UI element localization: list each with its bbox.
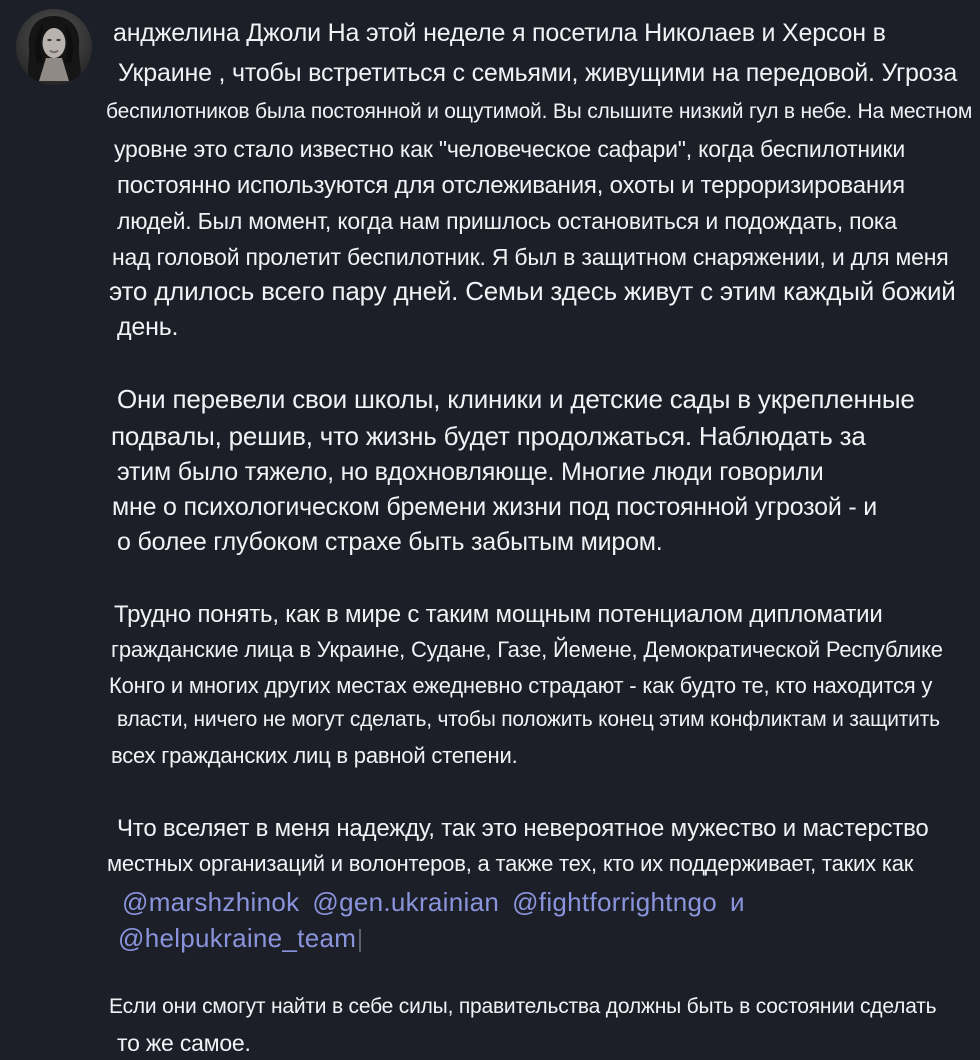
post-text-line: день. <box>117 313 179 341</box>
post-text-line: людей. Был момент, когда нам пришлось остановиться и подождать, пока <box>117 208 897 234</box>
post-text-line: то же самое. <box>117 1030 251 1056</box>
mention-fightforrightngo[interactable]: @fightforrightngo <box>512 887 718 917</box>
post-text: На этой неделе я посетила Николаев и Херсон в <box>327 19 886 47</box>
post-text-line: подвалы, решив, что жизнь будет продолжаться. Наблюдать за <box>111 421 866 451</box>
mention-helpukraine-team[interactable]: @helpukraine_team <box>118 923 357 953</box>
post-text-line: Что вселяет в меня надежду, так это невероятное мужество и мастерство <box>117 815 929 842</box>
post-text-line: о более глубоком страхе быть забытым миром. <box>117 528 663 556</box>
post-mentions-line <box>122 888 744 918</box>
post-text-line: Украине , чтобы встретиться с семьями, живущими на передовой. Угроза <box>118 59 958 87</box>
post-text-line: постоянно используются для отслеживания, охоты и терроризирования <box>117 172 905 199</box>
post-text-line: гражданские лица в Украине, Судане, Газе, Йемене, Демократической Республике <box>111 637 943 662</box>
post-text-line: этим было тяжело, но вдохновляюще. Многие люди говорили <box>117 458 824 486</box>
avatar[interactable] <box>16 9 92 85</box>
post-text-line: местных организаций и волонтеров, а также тех, кто их поддерживает, таких как <box>107 851 914 876</box>
text-cursor <box>359 929 361 952</box>
post-text-line: это длилось всего пару дней. Семьи здесь живут с этим каждый божий <box>109 276 956 306</box>
post-text-line: беспилотников была постоянной и ощутимой. Вы слышите низкий гул в небе. На местном <box>106 100 973 123</box>
post-text-line: Если они смогут найти в себе силы, правительства должны быть в состоянии сделать <box>109 995 937 1018</box>
post-text-line: Трудно понять, как в мире с таким мощным потенциалом дипломатии <box>114 601 883 628</box>
mention-gen-ukrainian[interactable]: @gen.ukrainian <box>312 887 500 917</box>
post-text-line: мне о психологическом бремени жизни под постоянной угрозой - и <box>112 493 877 521</box>
mention-marshzhinok[interactable]: @marshzhinok <box>122 887 300 917</box>
author-name[interactable]: анджелина Джоли <box>113 19 321 47</box>
post-text-line: Конго и многих других местах ежедневно страдают - как будто те, кто находится у <box>109 673 933 698</box>
woman-portrait-avatar-icon <box>16 9 92 85</box>
conjunction-text: и <box>730 887 745 917</box>
post-text-line: уровне это стало известно как "человеческое сафари", когда беспилотники <box>114 136 906 162</box>
post-text-line: над головой пролетит беспилотник. Я был в защитном снаряжении, и для меня <box>112 244 949 270</box>
post-text-line: всех гражданских лиц в равной степени. <box>111 743 518 768</box>
post-text-line: Они перевели свои школы, клиники и детские сады в укрепленные <box>117 384 915 414</box>
post-text-line: власти, ничего не могут сделать, чтобы положить конец этим конфликтам и защитить <box>117 708 940 731</box>
post-mentions-line <box>118 924 361 954</box>
post-text-line <box>113 19 886 48</box>
